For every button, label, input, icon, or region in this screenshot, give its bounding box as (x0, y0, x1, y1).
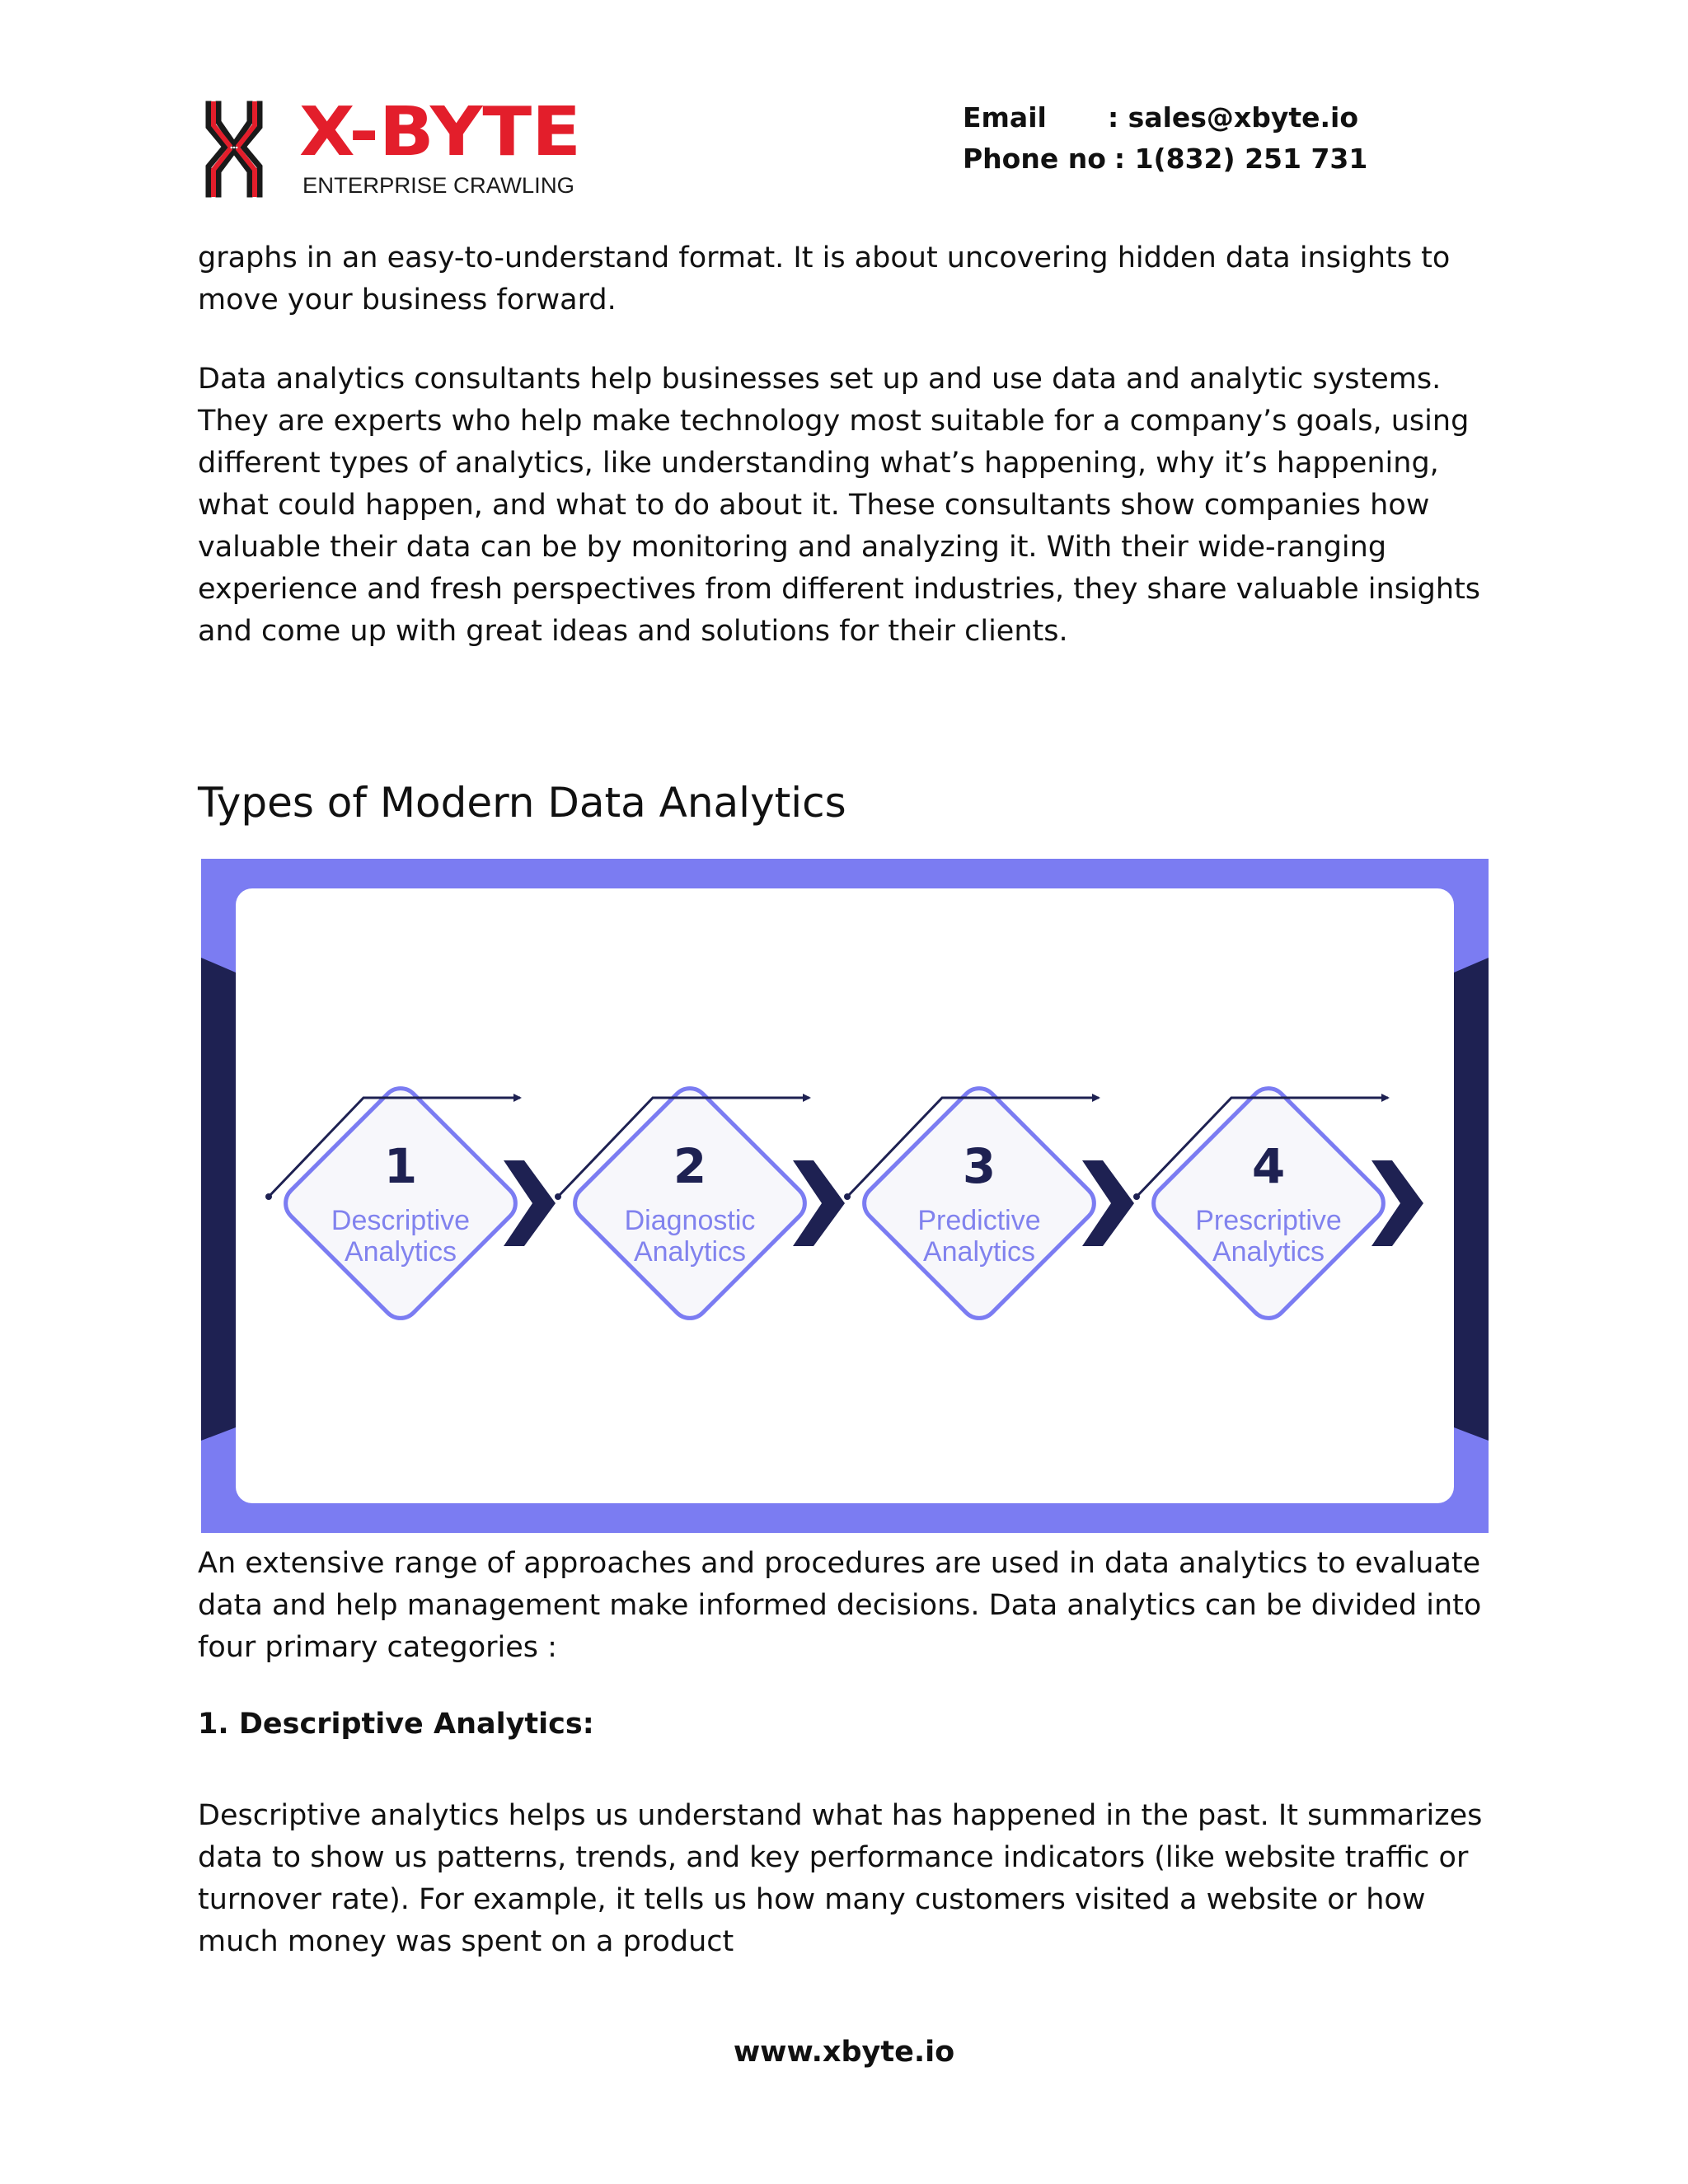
phone-value[interactable]: : 1(832) 251 731 (1114, 143, 1368, 175)
step-label-line2: Analytics (922, 1236, 1036, 1268)
intro-paragraph: graphs in an easy-to-understand format. It is about uncovering hidden data insights to move your business forward. (198, 241, 1451, 316)
logo-tagline: ENTERPRISE CRAWLING (302, 173, 574, 198)
step-number: 4 (1251, 1138, 1286, 1194)
arrow-start-dot (555, 1193, 561, 1200)
left-dark-band (201, 958, 236, 1441)
email-line (963, 97, 1367, 138)
step-number: 2 (673, 1138, 707, 1194)
email-value[interactable]: : sales@xbyte.io (1108, 101, 1359, 134)
footer-url[interactable]: www.xbyte.io (733, 2036, 955, 2069)
phone-line (963, 138, 1367, 180)
phone-label: Phone no (963, 143, 1106, 175)
analytics-types-figure (201, 859, 1489, 1533)
contact-info (963, 97, 1367, 180)
step-label-line1: Predictive (917, 1205, 1041, 1236)
arrow-start-dot (1133, 1193, 1140, 1200)
step-label-line1: Diagnostic (624, 1205, 756, 1236)
email-label: Email (963, 101, 1047, 134)
step-label-line1: Prescriptive (1195, 1205, 1342, 1236)
step-number: 3 (962, 1138, 996, 1194)
descriptive-paragraph: Descriptive analytics helps us understand what has happened in the past. It summarizes data to show us patterns, trends, and key performance indicators (like website traffic or turnover rate). For example, it tells us how many customers visited a website or how much money was spent on a product (198, 1799, 1483, 1958)
step-label-line2: Analytics (1212, 1236, 1325, 1268)
step-number: 1 (383, 1138, 418, 1194)
descriptive-heading: 1. Descriptive Analytics: (198, 1708, 594, 1741)
logo-brand: X-BYTE (299, 97, 581, 171)
arrow-start-dot (844, 1193, 851, 1200)
categories-paragraph: An extensive range of approaches and procedures are used in data analytics to evaluate data and help management make informed decisions. Data analytics can be divided into four primary categories : (198, 1547, 1482, 1664)
right-dark-band (1454, 958, 1489, 1441)
consultants-paragraph: Data analytics consultants help businesses set up and use data and analytic systems. They are experts who help make technology most suitable for a company’s goals, using different types of analytics, like understanding what’s happening, why it’s happening, what could happen, and what to do about it. These consultants show companies how valuable their data can be by monitoring and analyzing it. With their wide-ranging experience and fresh perspectives from different industries, they share valuable insights and come up with great ideas and solutions for their clients. (198, 363, 1481, 648)
company-logo (202, 97, 581, 201)
arrow-start-dot (265, 1193, 272, 1200)
step-label-line1: Descriptive (331, 1205, 471, 1236)
x-byte-logo-icon (209, 104, 260, 194)
step-label-line2: Analytics (344, 1236, 457, 1268)
section-heading: Types of Modern Data Analytics (198, 779, 846, 827)
step-label-line2: Analytics (633, 1236, 747, 1268)
